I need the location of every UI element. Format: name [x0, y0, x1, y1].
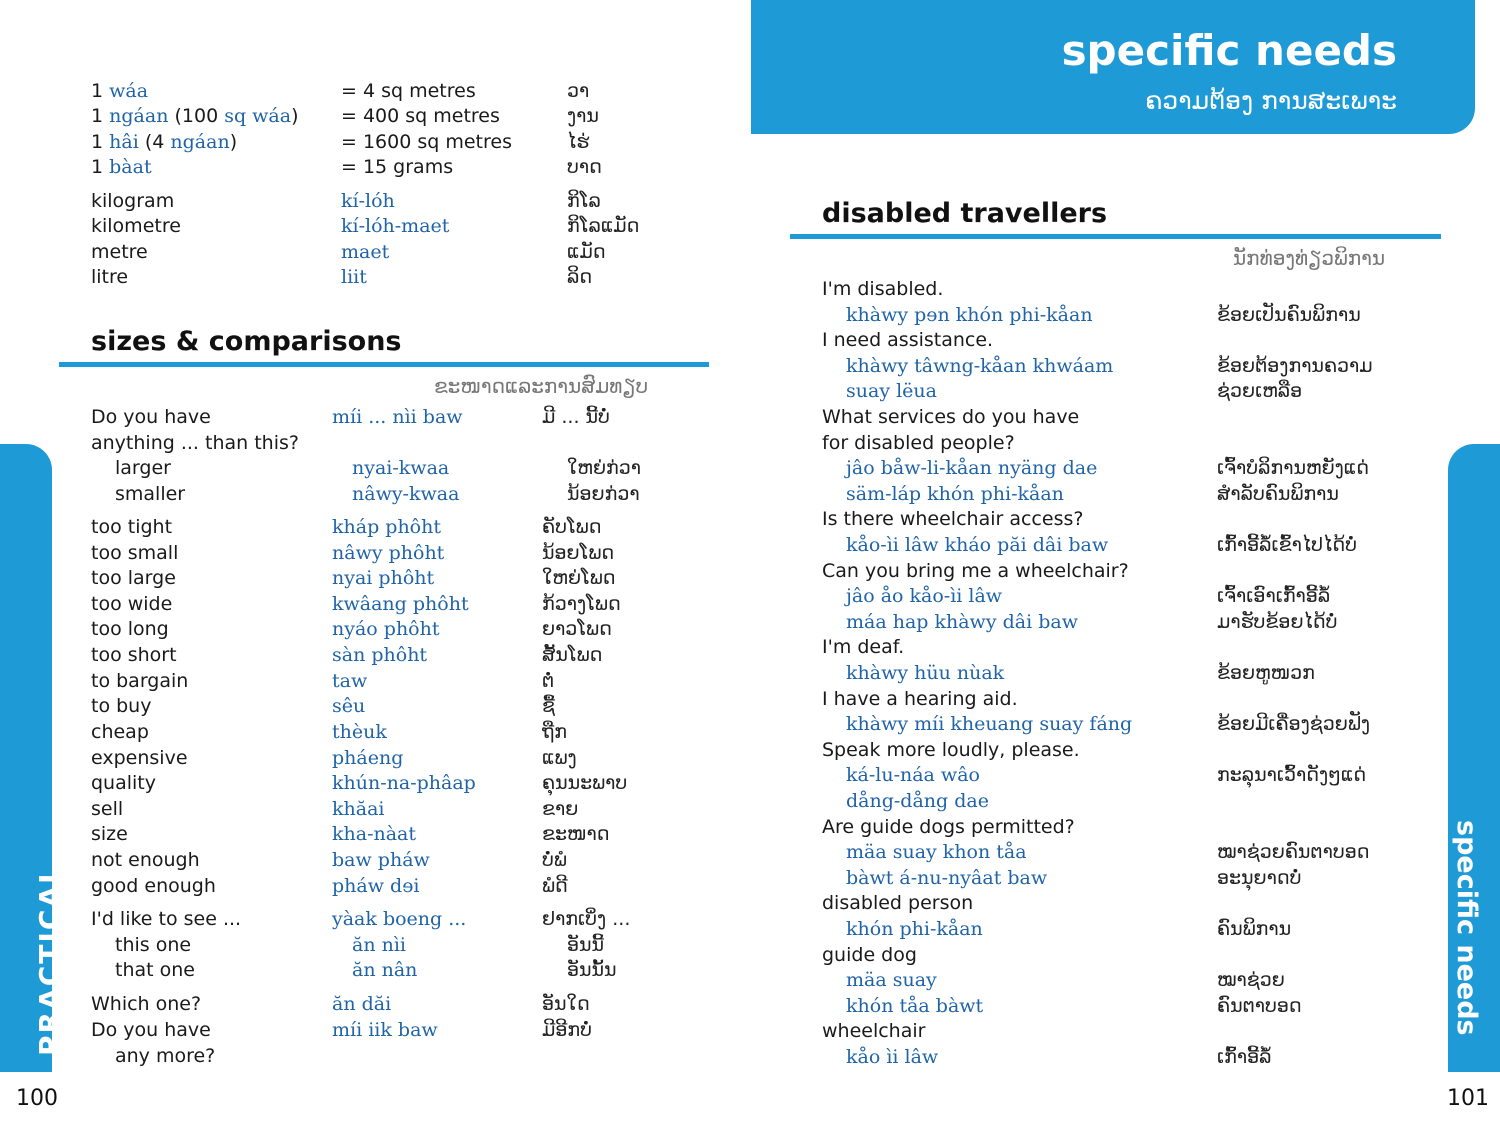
- phrase-english: I need assistance.: [822, 329, 994, 351]
- unit-romanization: maet: [341, 241, 390, 263]
- size-row-lao: ຂາຍ: [542, 798, 579, 820]
- phrase-english: Can you bring me a wheelchair?: [822, 560, 1129, 582]
- size-row-lao: ແພງ: [542, 747, 577, 769]
- size-row-romanization: nâwy-kwaa: [352, 483, 460, 505]
- size-row-english: too short: [91, 644, 177, 666]
- phrase-lao: ຂ້ອຍເປັນຄົນພິການ: [1217, 304, 1361, 326]
- phrase-english: I'm disabled.: [822, 278, 944, 300]
- measure-lao: ງານ: [567, 105, 599, 127]
- size-row-romanization: nyai phôht: [332, 567, 435, 589]
- phrase-lao: ຄົນພິການ: [1217, 918, 1292, 940]
- phrase-english: disabled person: [822, 892, 974, 914]
- measure-equivalent: = 4 sq metres: [341, 80, 476, 102]
- size-row-english: too long: [91, 618, 169, 640]
- phrase-english: What services do you have: [822, 406, 1080, 428]
- phrase-english: for disabled people?: [822, 432, 1015, 454]
- phrase-lao: ເກົ້າອີ້ລໍ້ເຂົ້າໄປໄດ້ບໍ່: [1217, 534, 1357, 556]
- size-row-english: to bargain: [91, 670, 189, 692]
- size-row-lao: ຊື້: [542, 695, 555, 717]
- phrase-lao: ໝາຊ່ວຍຄົນຕາບອດ: [1217, 841, 1370, 863]
- unit-romanization: liit: [341, 266, 367, 288]
- size-row-english: expensive: [91, 747, 188, 769]
- size-row-romanization: nâwy phôht: [332, 542, 445, 564]
- chapter-title: specific needs: [1061, 26, 1397, 75]
- size-row-lao: ຄັບໂພດ: [542, 516, 602, 538]
- phrase-english: guide dog: [822, 944, 917, 966]
- phrase-romanization: bàwt á-nu-nyâat baw: [846, 867, 1048, 889]
- size-row-lao: ຕໍ່: [542, 670, 555, 692]
- size-row-english: that one: [115, 959, 195, 981]
- phrase-english: I'm deaf.: [822, 636, 905, 658]
- section-rule: [790, 234, 1441, 239]
- unit-lao: ລິດ: [567, 266, 593, 288]
- size-row-lao: ສັ້ນໂພດ: [542, 644, 603, 666]
- phrase-lao: ເຈົ້າເອົາເກົ້າອີ້ລໍ້: [1217, 585, 1331, 607]
- phrase-lao: ຂ້ອຍຕ້ອງການຄວາມ: [1217, 355, 1373, 377]
- size-row-english: any more?: [115, 1045, 216, 1067]
- size-row-romanization: khún-na-phâap: [332, 772, 476, 794]
- phrase-romanization: ká-lu-náa wâo: [846, 764, 980, 786]
- size-row-english: too wide: [91, 593, 173, 615]
- phrase-english: Is there wheelchair access?: [822, 508, 1084, 530]
- unit-romanization: kí-lóh-maet: [341, 215, 450, 237]
- size-row-lao: ອັນໃດ: [542, 993, 590, 1015]
- phrase-lao: ກະລຸນາເວົ້າດັງໆແດ່: [1217, 764, 1367, 786]
- size-row-lao: ໃຫຍ່ກ່ວາ: [567, 457, 642, 479]
- size-row-romanization: pháeng: [332, 747, 404, 769]
- chapter-lao-title: ຄວາມຕ້ອງ ການສະເພາະ: [1145, 86, 1397, 115]
- phrase-lao: ໝາຊ່ວຍ: [1217, 969, 1285, 991]
- side-tab-label: specific needs: [1451, 820, 1482, 1036]
- phrase-english: I have a hearing aid.: [822, 688, 1018, 710]
- size-row-romanization: ăn dăi: [332, 993, 392, 1015]
- unit-lao: ແມັດ: [567, 241, 606, 263]
- size-row-english: too small: [91, 542, 179, 564]
- phrase-lao: ມາຮັບຂ້ອຍໄດ້ບໍ່: [1217, 611, 1338, 633]
- size-row-romanization: kwâang phôht: [332, 593, 469, 615]
- size-row-romanization: kha-nàat: [332, 823, 417, 845]
- size-row-english: Which one?: [91, 993, 202, 1015]
- size-row-english: larger: [115, 457, 171, 479]
- phrase-romanization: mäa suay: [846, 969, 937, 991]
- size-row-lao: ອັນນີ້: [567, 934, 605, 956]
- size-row-english: this one: [115, 934, 192, 956]
- size-row-romanization: kháp phôht: [332, 516, 441, 538]
- phrase-romanization: khón tåa bàwt: [846, 995, 984, 1017]
- measure-row: 1 hâi (4 ngáan): [91, 131, 238, 153]
- size-row-english: to buy: [91, 695, 152, 717]
- phrase-romanization: mäa suay khon tåa: [846, 841, 1027, 863]
- size-row-lao: ຄຸນນະພາບ: [542, 772, 628, 794]
- size-row-romanization: ăn nân: [352, 959, 418, 981]
- size-row-lao: ນ້ອຍກ່ວາ: [567, 483, 640, 505]
- phrase-lao: ຊ່ວຍເຫລືອ: [1217, 380, 1303, 402]
- size-row-lao: ຢາກເບິ່ງ ...: [542, 908, 631, 930]
- unit-lao: ກິໂລ: [567, 190, 601, 212]
- phrase-romanization: máa hap khàwy dâi baw: [846, 611, 1078, 633]
- size-row-english: anything ... than this?: [91, 432, 299, 454]
- section-lao-title-disabled: ນັກທ່ອງທ່ຽວພິການ: [1233, 246, 1386, 270]
- phrase-lao: ຂ້ອຍມີເຄື່ອງຊ່ວຍຟັງ: [1217, 713, 1371, 735]
- size-row-romanization: yàak boeng ...: [332, 908, 467, 930]
- size-row-english: size: [91, 823, 128, 845]
- phrase-romanization: jâo åo kåo-ìi lâw: [846, 585, 1003, 607]
- size-row-lao: ມີອີກບໍ່: [542, 1019, 592, 1041]
- size-row-romanization: sàn phôht: [332, 644, 428, 666]
- phrase-romanization: khàwy tâwng-kåan khwáam: [846, 355, 1114, 377]
- size-row-lao: ພໍດີ: [542, 875, 568, 897]
- size-row-lao: ບໍ່ພໍ: [542, 849, 567, 871]
- size-row-english: cheap: [91, 721, 149, 743]
- phrase-romanization: säm-láp khón phi-kåan: [846, 483, 1064, 505]
- size-row-romanization: khăai: [332, 798, 385, 820]
- phrase-lao: ເຈົ້າບໍລິການຫຍັງແດ່: [1217, 457, 1369, 479]
- size-row-romanization: míi ... nìi baw: [332, 406, 463, 428]
- unit-english: metre: [91, 241, 148, 263]
- size-row-english: Do you have: [91, 406, 211, 428]
- unit-english: kilometre: [91, 215, 181, 237]
- phrase-lao: ຂ້ອຍຫູໜວກ: [1217, 662, 1315, 684]
- size-row-lao: ນ້ອຍໂພດ: [542, 542, 615, 564]
- measure-lao: ວາ: [567, 80, 590, 102]
- section-title-sizes: sizes & comparisons: [91, 326, 402, 357]
- size-row-english: Do you have: [91, 1019, 211, 1041]
- phrase-romanization: khón phi-kåan: [846, 918, 983, 940]
- size-row-romanization: baw pháw: [332, 849, 430, 871]
- measure-row: 1 ngáan (100 sq wáa): [91, 105, 299, 127]
- measure-equivalent: = 1600 sq metres: [341, 131, 512, 153]
- phrase-lao: ສຳລັບຄົນພິການ: [1217, 483, 1339, 505]
- size-row-english: too large: [91, 567, 176, 589]
- side-tab-label: PRACTICAL: [33, 864, 66, 1056]
- phrase-english: wheelchair: [822, 1020, 926, 1042]
- unit-lao: ກິໂລແມັດ: [567, 215, 640, 237]
- phrase-english: Are guide dogs permitted?: [822, 816, 1075, 838]
- phrase-romanization: kåo ìi lâw: [846, 1046, 939, 1068]
- phrase-romanization: khàwy pɘn khón phi-kåan: [846, 304, 1093, 326]
- section-title-disabled: disabled travellers: [822, 198, 1108, 229]
- unit-english: kilogram: [91, 190, 175, 212]
- measure-row: 1 wáa: [91, 80, 149, 102]
- unit-english: litre: [91, 266, 129, 288]
- size-row-romanization: taw: [332, 670, 368, 692]
- size-row-lao: ຂະໜາດ: [542, 823, 610, 845]
- size-row-lao: ໃຫຍ່ໂພດ: [542, 567, 616, 589]
- size-row-english: smaller: [115, 483, 186, 505]
- phrase-romanization: dång-dång dae: [846, 790, 989, 812]
- phrase-romanization: khàwy míi kheuang suay fáng: [846, 713, 1133, 735]
- measure-equivalent: = 15 grams: [341, 156, 454, 178]
- size-row-english: quality: [91, 772, 156, 794]
- section-rule: [59, 362, 709, 367]
- phrase-lao: ເກົ້າອີ້ລໍ້: [1217, 1046, 1272, 1068]
- page-number-left: 100: [16, 1086, 58, 1111]
- size-row-english: too tight: [91, 516, 173, 538]
- size-row-english: sell: [91, 798, 124, 820]
- size-row-romanization: nyáo phôht: [332, 618, 440, 640]
- section-lao-title-sizes: ຂະໜາດແລະການສົມທຽບ: [434, 374, 649, 398]
- phrase-romanization: jâo båw-li-kåan nyäng dae: [846, 457, 1098, 479]
- phrase-lao: ຄົນຕາບອດ: [1217, 995, 1302, 1017]
- size-row-romanization: nyai-kwaa: [352, 457, 450, 479]
- size-row-english: I'd like to see ...: [91, 908, 242, 930]
- phrase-english: Speak more loudly, please.: [822, 739, 1080, 761]
- phrase-lao: ອະນຸຍາດບໍ່: [1217, 867, 1302, 889]
- size-row-english: not enough: [91, 849, 200, 871]
- page-number-right: 101: [1447, 1086, 1489, 1111]
- phrase-romanization: kåo-ìi lâw kháo păi dâi baw: [846, 534, 1109, 556]
- unit-romanization: kí-lóh: [341, 190, 395, 212]
- size-row-romanization: thèuk: [332, 721, 387, 743]
- phrase-romanization: suay lëua: [846, 380, 937, 402]
- size-row-lao: ກ້ວາງໂພດ: [542, 593, 621, 615]
- chapter-banner: [751, 0, 1475, 134]
- phrase-romanization: khàwy hüu nùak: [846, 662, 1005, 684]
- size-row-english: good enough: [91, 875, 216, 897]
- size-row-lao: ອັນນັ້ນ: [567, 959, 617, 981]
- size-row-romanization: sêu: [332, 695, 366, 717]
- measure-lao: ໄຮ່: [567, 131, 590, 153]
- size-row-lao: ຖືກ: [542, 721, 567, 743]
- measure-row: 1 bàat: [91, 156, 152, 178]
- size-row-lao: ມີ ... ນີ້ບໍ່: [542, 406, 610, 428]
- size-row-romanization: míi iik baw: [332, 1019, 438, 1041]
- size-row-romanization: pháw dɘi: [332, 875, 420, 897]
- measure-equivalent: = 400 sq metres: [341, 105, 500, 127]
- size-row-romanization: ăn nìi: [352, 934, 406, 956]
- size-row-lao: ຍາວໂພດ: [542, 618, 612, 640]
- measure-lao: ບາດ: [567, 156, 602, 178]
